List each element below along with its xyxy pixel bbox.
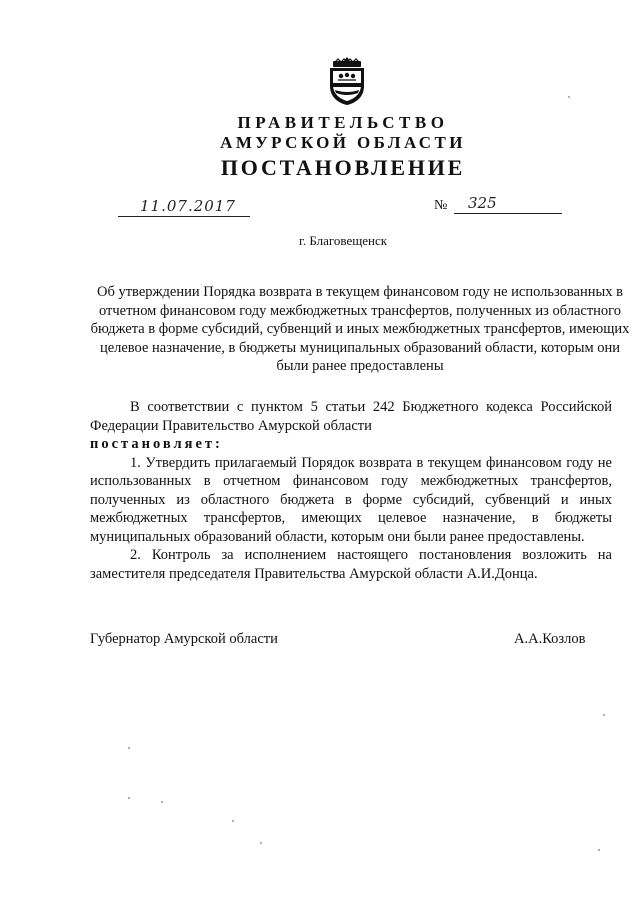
item-1: 1. Утвердить прилагаемый Порядок возврата в текущем финансовом году не использованных в отчетном финансовом году межбюджетных трансфертов, полученных из областного бюджета в форме субсидий, субвенций и иных межбюджетных трансфертов, имеющих целевое назначение, в бюджеты муниципальных образований области, которым они были ранее предоставлены. xyxy=(90,454,612,545)
scan-speck xyxy=(598,849,600,851)
scan-speck xyxy=(260,842,262,844)
coat-of-arms-icon xyxy=(327,56,367,106)
government-name-line1: ПРАВИТЕЛЬСТВО xyxy=(237,113,449,132)
date-underline xyxy=(118,216,250,217)
signatory-position: Губернатор Амурской области xyxy=(90,631,278,647)
number-sign: № xyxy=(434,198,448,213)
scan-speck xyxy=(128,797,130,799)
preamble: В соответствии с пунктом 5 статьи 242 Бюджетного кодекса Российской Федерации Правительство Амурской области xyxy=(90,399,612,434)
government-name-line2: АМУРСКОЙ ОБЛАСТИ xyxy=(220,133,466,152)
item-2: 2. Контроль за исполнением настоящего постановления возложить на заместителя председателя Правительства Амурской области А.И.Донца. xyxy=(90,547,612,582)
number-underline xyxy=(454,213,562,214)
city: г. Благовещенск xyxy=(298,233,388,248)
scan-speck xyxy=(603,714,605,716)
decree-word-paragraph xyxy=(90,435,612,454)
document-body xyxy=(90,398,612,583)
scan-speck xyxy=(232,820,234,822)
decree-word: постановляет: xyxy=(90,436,223,452)
scan-speck xyxy=(128,747,130,749)
document-type: ПОСТАНОВЛЕНИЕ xyxy=(220,155,466,180)
scan-speck xyxy=(568,96,570,98)
document-title: Об утверждении Порядка возврата в текущем финансовом году не использованных в отчетном финансовом году межбюджетных трансфертов, полученных из областного бюджета в форме субсидий, субвенций и иных межбюджетных трансфертов, имеющих целевое назначение, в бюджеты муниципальных образований области, которым они были ранее предоставлены xyxy=(90,284,630,374)
signatory-name: А.А.Козлов xyxy=(514,631,586,647)
scan-speck xyxy=(161,801,163,803)
document-number: 325 xyxy=(468,194,497,212)
document-date: 11.07.2017 xyxy=(140,197,236,215)
